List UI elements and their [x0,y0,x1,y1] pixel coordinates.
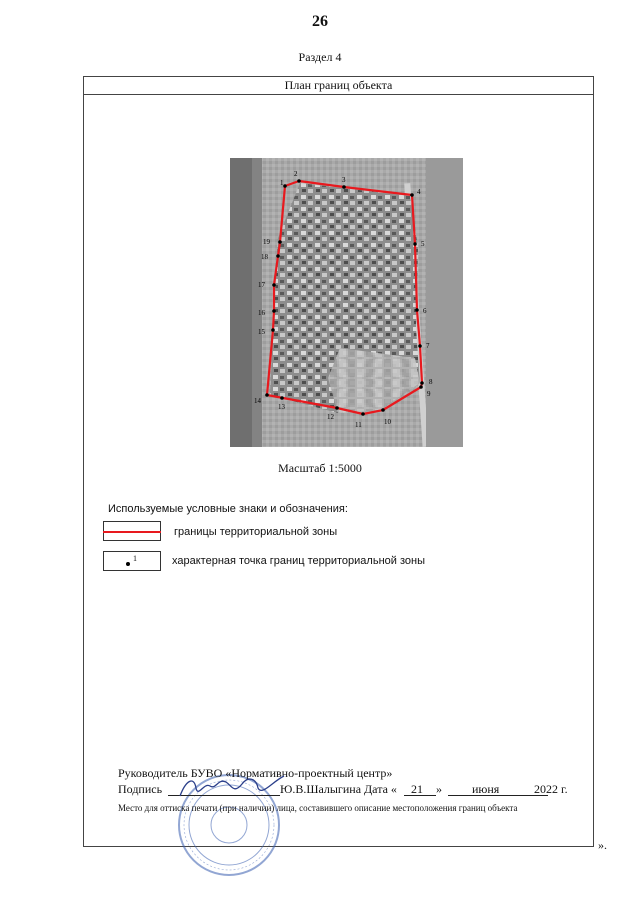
point-label-15: 15 [258,328,265,336]
boundary-point-8 [420,381,424,385]
map-scale: Масштаб 1:5000 [278,461,362,475]
point-label-18: 18 [261,253,268,261]
point-label-11: 11 [355,421,362,429]
legend-line-label: границы территориальной зоны [174,526,338,538]
point-label-1: 1 [280,179,284,187]
point-label-8: 8 [429,378,433,386]
boundary-point-6 [415,308,419,312]
boundary-point-3 [342,185,346,189]
boundary-point-12 [335,406,339,410]
date-month: июня [472,782,500,796]
boundary-point-2 [297,179,301,183]
boundary-point-1 [283,184,287,188]
point-label-7: 7 [426,342,430,350]
boundary-point-11 [361,412,365,416]
date-day-close: » [436,782,442,796]
legend-heading: Используемые условные знаки и обозначения: [108,503,348,515]
boundary-point-5 [413,242,417,246]
legend-point-dot [126,562,130,566]
section-label: Раздел 4 [298,50,342,64]
signer-name: Ю.В.Шалыгина [280,782,362,796]
boundary-point-13 [280,396,284,400]
point-label-10: 10 [384,418,391,426]
head-signature-line: Руководитель БУВО «Нормативно-проектный центр» [118,766,393,780]
boundary-point-18 [276,254,280,258]
legend-point-number: 1 [133,554,137,563]
point-label-16: 16 [258,309,265,317]
point-label-4: 4 [417,188,421,196]
point-label-14: 14 [254,397,261,405]
boundary-point-15 [271,328,275,332]
boundary-map [230,158,463,447]
point-label-17: 17 [258,281,265,289]
point-label-13: 13 [278,403,285,411]
boundary-point-7 [418,344,422,348]
date-day: 21 [411,782,423,796]
boundary-point-10 [381,408,385,412]
date-year: 2022 г. [534,782,568,796]
legend-point-box [103,551,161,571]
point-label-2: 2 [294,170,298,178]
point-label-9: 9 [427,390,431,398]
legend-point-label: характерная точка границ территориальной зоны [172,555,425,567]
point-label-3: 3 [342,176,346,184]
closing-quote: ». [598,838,607,852]
sign-label: Подпись [118,782,163,796]
boundary-point-16 [272,309,276,313]
boundary-point-4 [410,193,414,197]
point-label-5: 5 [421,240,425,248]
point-label-12: 12 [327,413,334,421]
date-label: Дата « [364,782,397,796]
stamp-caption: Место для оттиска печати (при наличии) лица, составившего описание местоположения границ объекта [118,803,518,813]
page-number: 26 [312,13,328,30]
handwritten-signature [172,770,292,804]
legend-line-swatch [103,531,161,533]
point-label-6: 6 [423,307,427,315]
boundary-point-17 [272,283,276,287]
boundary-point-19 [278,240,282,244]
boundary-point-9 [419,385,423,389]
point-label-19: 19 [263,238,270,246]
frame-title: План границ объекта [83,76,594,95]
boundary-point-14 [265,393,269,397]
